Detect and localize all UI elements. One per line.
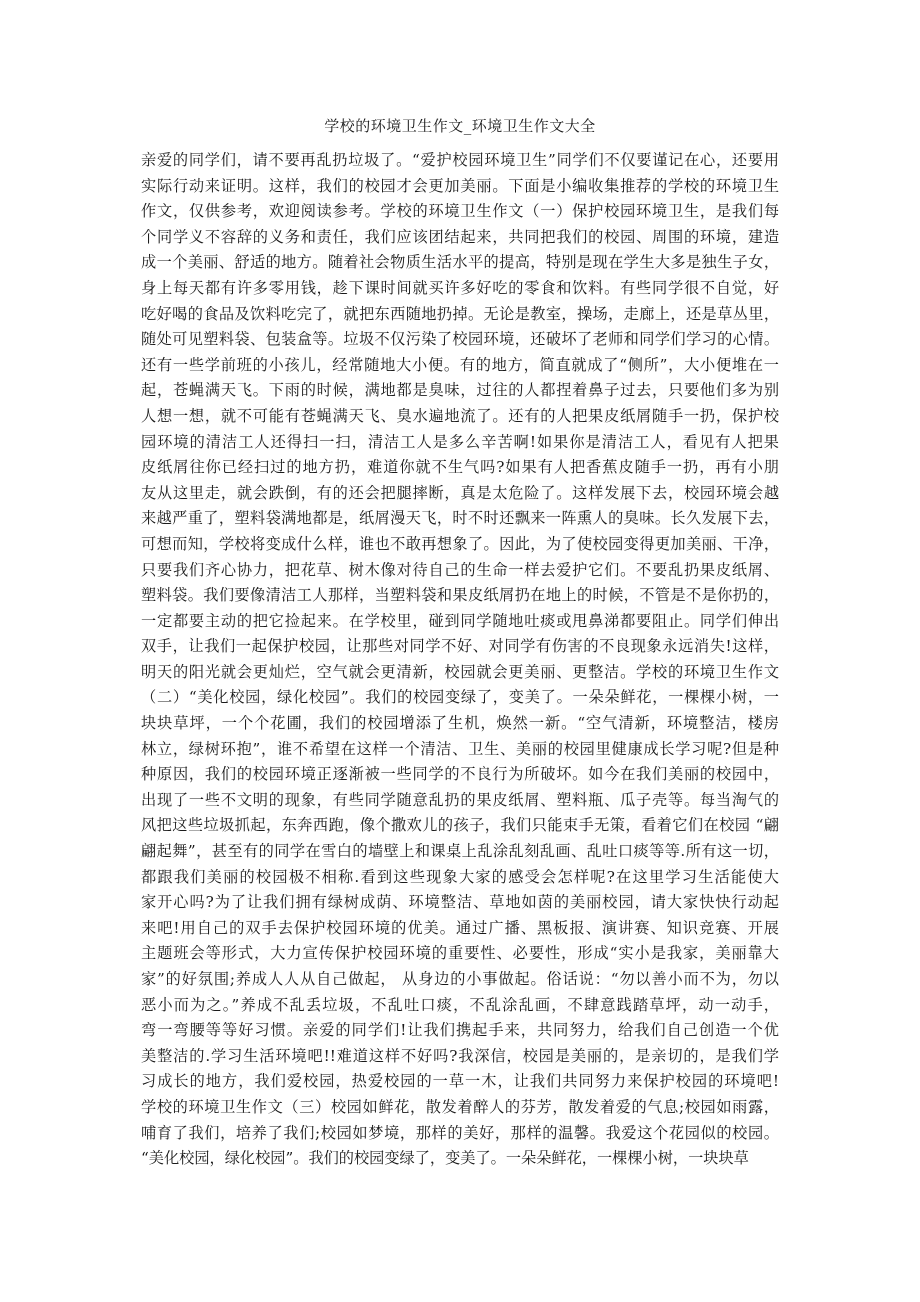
text-line: 友从这里走，就会跌倒，有的还会把腿摔断，真是太危险了。这样发展下去，校园环境会越 — [141, 483, 779, 502]
text-line: 人想一想，就不可能有苍蝇满天飞、臭水遍地流了。还有的人把果皮纸屑随手一扔，保护校 — [141, 406, 779, 425]
text-line: 都跟我们美丽的校园极不相称.看到这些现象大家的感受会怎样呢?在这里学习生活能使大 — [141, 867, 779, 886]
text-line: “美化校园，绿化校园”。我们的校园变绿了，变美了。一朵朵鲜花，一棵棵小树，一块块草 — [141, 1149, 749, 1168]
text-line: 恶小而为之。”养成不乱丢垃圾，不乱吐口痰，不乱涂乱画，不肆意践踏草坪，动一动手， — [141, 995, 779, 1014]
text-line: 可想而知，学校将变成什么样，谁也不敢再想象了。因此，为了使校园变得更加美丽、干净， — [141, 534, 779, 553]
text-line: 来吧!用自己的双手去保护校园环境的优美。通过广播、黑板报、演讲赛、知识竞赛、开展 — [141, 918, 779, 937]
text-line: 家开心吗?为了让我们拥有绿树成荫、环境整洁、草地如茵的美丽校园，请大家快快行动起 — [141, 893, 779, 912]
text-line: 只要我们齐心协力，把花草、树木像对待自己的生命一样去爱护它们。不要乱扔果皮纸屑、 — [141, 560, 779, 579]
text-line: 亲爱的同学们，请不要再乱扔垃圾了。“爱护校园环境卫生”同学们不仅要谨记在心，还要用 — [141, 151, 779, 169]
text-line: 主题班会等形式，大力宣传保护校园环境的重要性、必要性，形成“实小是我家，美丽靠大 — [141, 944, 779, 963]
text-line: 美整洁的.学习生活环境吧!!难道这样不好吗?我深信，校园是美丽的，是亲切的，是我们学 — [141, 1046, 779, 1065]
text-line: 明天的阳光就会更灿烂，空气就会更清新，校园就会更美丽、更整洁。学校的环境卫生作文 — [141, 662, 779, 681]
text-line: 双手，让我们一起保护校园，让那些对同学不好、对同学有伤害的不良现象永远消失!这样， — [141, 637, 779, 656]
text-line: 学校的环境卫生作文（三）校园如鲜花，散发着醉人的芬芳，散发着爱的气息;校园如雨露， — [141, 1097, 779, 1116]
text-line: 林立，绿树环抱”，谁不希望在这样一个清洁、卫生、美丽的校园里健康成长学习呢?但是种 — [141, 739, 779, 758]
text-line: 家”的好氛围;养成人人从自己做起， 从身边的小事做起。俗话说：“勿以善小而不为，勿以 — [141, 970, 779, 988]
text-line: 个同学义不容辞的义务和责任，我们应该团结起来，共同把我们的校园、周围的环境，建造 — [141, 227, 779, 246]
text-line: 皮纸屑往你已经扫过的地方扔，难道你就不生气吗?如果有人把香蕉皮随手一扔，再有小朋 — [141, 458, 779, 477]
text-line: 园环境的清洁工人还得扫一扫，清洁工人是多么辛苦啊!如果你是清洁工人，看见有人把果 — [141, 432, 779, 451]
document-title: 学校的环境卫生作文_环境卫生作文大全 — [324, 117, 596, 135]
text-line: 弯一弯腰等等好习惯。亲爱的同学们!让我们携起手来，共同努力，给我们自己创造一个优 — [141, 1021, 779, 1040]
text-line: 成一个美丽、舒适的地方。随着社会物质生活水平的提高，特别是现在学生大多是独生子女， — [141, 253, 779, 272]
text-line: 来越严重了，塑料袋满地都是，纸屑漫天飞，时不时还飘来一阵熏人的臭味。长久发展下去， — [141, 509, 779, 528]
text-line: 风把这些垃圾抓起，东奔西跑，像个撒欢儿的孩子，我们只能束手无策，看着它们在校园 “翩 — [141, 816, 779, 835]
text-line: 一定都要主动的把它捡起来。在学校里，碰到同学随地吐痰或甩鼻涕都要阻止。同学们伸出 — [141, 611, 779, 630]
text-line: 吃好喝的食品及饮料吃完了，就把东西随地扔掉。无论是教室，操场，走廊上，还是草丛里， — [141, 304, 779, 323]
text-line: 塑料袋。我们要像清洁工人那样，当塑料袋和果皮纸屑扔在地上的时候，不管是不是你扔的， — [141, 586, 779, 605]
text-line: 随处可见塑料袋、包装盒等。垃圾不仅污染了校园环境，还破坏了老师和同学们学习的心情。 — [141, 330, 779, 349]
text-line: 翩起舞”，甚至有的同学在雪白的墙壁上和课桌上乱涂乱刻乱画、乱吐口痰等等.所有这一切， — [141, 842, 779, 861]
text-line: （二）“美化校园，绿化校园”。我们的校园变绿了，变美了。一朵朵鲜花，一棵棵小树，一 — [141, 688, 779, 707]
text-line: 块块草坪，一个个花圃，我们的校园增添了生机，焕然一新。“空气清新，环境整洁，楼房 — [141, 714, 779, 733]
text-line: 起，苍蝇满天飞。下雨的时候，满地都是臭味，过往的人都捏着鼻子过去，只要他们多为别 — [141, 381, 779, 400]
document-body — [141, 148, 779, 1172]
text-line: 作文，仅供参考，欢迎阅读参考。学校的环境卫生作文（一）保护校园环境卫生，是我们每 — [141, 202, 779, 221]
text-line: 习成长的地方，我们爱校园，热爱校园的一草一木，让我们共同努力来保护校园的环境吧! — [141, 1072, 779, 1091]
text-line: 还有一些学前班的小孩儿，经常随地大小便。有的地方，简直就成了“侧所”，大小便堆在一 — [141, 355, 779, 374]
text-line: 出现了一些不文明的现象，有些同学随意乱扔的果皮纸屑、塑料瓶、瓜子壳等。每当淘气的 — [141, 790, 779, 809]
text-line: 种原因，我们的校园环境正逐渐被一些同学的不良行为所破坏。如今在我们美丽的校园中， — [141, 765, 779, 784]
text-line: 身上每天都有许多零用钱，趁下课时间就买许多好吃的零食和饮料。有些同学很不自觉，好 — [141, 278, 779, 297]
text-line: 实际行动来证明。这样，我们的校园才会更加美丽。下面是小编收集推荐的学校的环境卫生 — [141, 176, 779, 195]
text-line: 哺育了我们，培养了我们;校园如梦境，那样的美好，那样的温馨。我爱这个花园似的校园。 — [141, 1123, 779, 1142]
